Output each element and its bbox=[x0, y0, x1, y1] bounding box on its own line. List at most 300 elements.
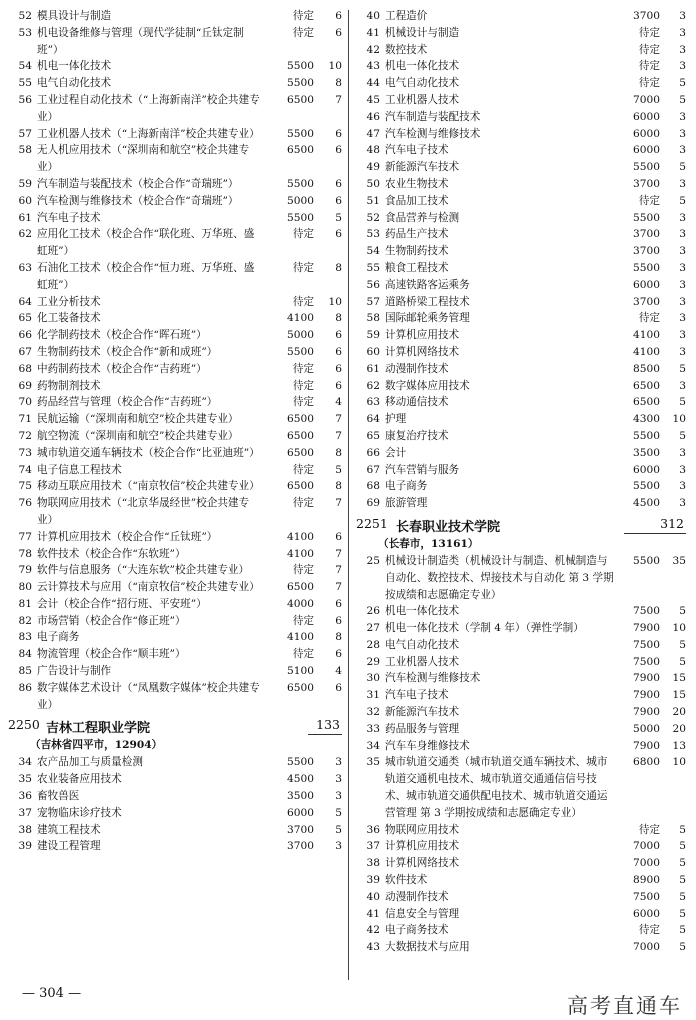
table-row bbox=[356, 738, 686, 755]
enrollment-quota: 3 bbox=[679, 295, 686, 308]
tuition-fee: 待定 bbox=[292, 396, 314, 409]
enrollment-quota: 8 bbox=[335, 77, 342, 90]
school-total: 312 bbox=[660, 515, 684, 531]
tuition-fee: 4500 bbox=[287, 773, 314, 786]
tuition-fee: 5500 bbox=[287, 756, 314, 769]
tuition-fee: 5500 bbox=[287, 127, 314, 140]
table-row bbox=[8, 294, 342, 311]
major-name: 畜牧兽医 bbox=[37, 790, 80, 803]
tuition-fee: 7500 bbox=[633, 605, 660, 618]
major-code: 27 bbox=[366, 622, 380, 635]
tuition-fee: 6500 bbox=[287, 429, 314, 442]
enrollment-quota: 3 bbox=[679, 43, 686, 56]
major-code: 36 bbox=[18, 790, 32, 803]
tuition-fee: 6000 bbox=[287, 806, 314, 819]
enrollment-quota: 6 bbox=[335, 597, 342, 610]
major-name: 物流管理（校企合作“顺丰班”） bbox=[37, 648, 186, 661]
table-row bbox=[356, 126, 686, 143]
tuition-fee: 7900 bbox=[633, 622, 660, 635]
major-name: 电气自动化技术 bbox=[385, 638, 460, 651]
table-row bbox=[356, 210, 686, 227]
major-code: 51 bbox=[366, 194, 380, 207]
enrollment-quota: 7 bbox=[335, 413, 342, 426]
major-code: 34 bbox=[18, 756, 32, 769]
enrollment-quota: 5 bbox=[679, 161, 686, 174]
major-name: 生物制药技术 bbox=[385, 245, 449, 258]
major-code: 80 bbox=[18, 581, 32, 594]
table-row bbox=[8, 8, 342, 25]
enrollment-quota: 5 bbox=[679, 907, 686, 920]
table-row bbox=[8, 771, 342, 788]
table-row bbox=[356, 142, 686, 159]
total-underline bbox=[624, 533, 686, 534]
major-name: 粮食工程技术 bbox=[385, 261, 449, 274]
tuition-fee: 8900 bbox=[633, 874, 660, 887]
table-row bbox=[8, 327, 342, 344]
major-name: 云计算技术与应用（“南京牧信”校企共建专业） bbox=[37, 581, 260, 594]
tuition-fee: 5500 bbox=[633, 429, 660, 442]
tuition-fee: 5500 bbox=[287, 211, 314, 224]
table-row bbox=[356, 670, 686, 687]
major-code: 44 bbox=[366, 77, 380, 90]
major-name: 新能源汽车技术 bbox=[385, 161, 460, 174]
table-row bbox=[356, 478, 686, 495]
tuition-fee: 6500 bbox=[633, 379, 660, 392]
major-name: 电子信息工程技术 bbox=[37, 463, 122, 476]
major-name: 物联网应用技术 bbox=[385, 823, 460, 836]
table-row bbox=[8, 838, 342, 855]
table-row bbox=[356, 922, 686, 939]
enrollment-quota: 8 bbox=[335, 261, 342, 274]
tuition-fee: 5500 bbox=[287, 77, 314, 90]
left-rows-a bbox=[8, 8, 342, 713]
major-name: 应用化工技术（校企合作“联化班、万华班、盛虹班”） bbox=[37, 228, 255, 258]
tuition-fee: 待定 bbox=[292, 362, 314, 375]
major-name: 道路桥梁工程技术 bbox=[385, 295, 470, 308]
tuition-fee: 5500 bbox=[633, 161, 660, 174]
tuition-fee: 5000 bbox=[287, 194, 314, 207]
major-code: 78 bbox=[18, 547, 32, 560]
tuition-fee: 待定 bbox=[292, 228, 314, 241]
table-row bbox=[356, 327, 686, 344]
table-row bbox=[356, 838, 686, 855]
table-row bbox=[8, 478, 342, 495]
major-code: 67 bbox=[366, 463, 380, 476]
tuition-fee: 6800 bbox=[633, 756, 660, 769]
table-row bbox=[356, 939, 686, 956]
school-header bbox=[8, 715, 342, 737]
enrollment-quota: 3 bbox=[679, 379, 686, 392]
tuition-fee: 6000 bbox=[633, 144, 660, 157]
table-row bbox=[8, 822, 342, 839]
major-name: 汽车电子技术 bbox=[37, 211, 101, 224]
table-row bbox=[356, 42, 686, 59]
tuition-fee: 3700 bbox=[287, 840, 314, 853]
enrollment-quota: 3 bbox=[679, 497, 686, 510]
enrollment-quota: 3 bbox=[679, 144, 686, 157]
major-code: 56 bbox=[18, 93, 32, 106]
left-column bbox=[8, 8, 342, 855]
school-code: 2251 bbox=[356, 515, 388, 531]
major-code: 57 bbox=[18, 127, 32, 140]
major-code: 59 bbox=[366, 329, 380, 342]
major-name: 药品生产技术 bbox=[385, 228, 449, 241]
table-row bbox=[8, 310, 342, 327]
major-name: 汽车检测与维修技术 bbox=[385, 127, 481, 140]
tuition-fee: 待定 bbox=[638, 77, 660, 90]
major-name: 汽车营销与服务 bbox=[385, 463, 460, 476]
enrollment-quota: 13 bbox=[672, 739, 686, 752]
table-row bbox=[8, 613, 342, 630]
major-code: 84 bbox=[18, 648, 32, 661]
enrollment-quota: 6 bbox=[335, 362, 342, 375]
major-name: 机电一体化技术 bbox=[385, 605, 460, 618]
major-code: 40 bbox=[366, 10, 380, 22]
major-name: 机电设备维修与管理（现代学徒制“丘钛定制班”） bbox=[37, 26, 244, 56]
major-code: 53 bbox=[366, 228, 380, 241]
major-code: 81 bbox=[18, 597, 32, 610]
major-code: 85 bbox=[18, 665, 32, 678]
enrollment-quota: 10 bbox=[672, 756, 686, 769]
major-code: 43 bbox=[366, 941, 380, 954]
major-code: 68 bbox=[366, 480, 380, 493]
major-code: 37 bbox=[366, 840, 380, 853]
tuition-fee: 待定 bbox=[292, 497, 314, 510]
major-name: 数控技术 bbox=[385, 43, 428, 56]
tuition-fee: 待定 bbox=[292, 26, 314, 39]
table-row bbox=[8, 805, 342, 822]
left-rows-b bbox=[8, 754, 342, 855]
major-name: 会计 bbox=[385, 446, 407, 459]
enrollment-quota: 3 bbox=[679, 345, 686, 358]
major-code: 56 bbox=[366, 278, 380, 291]
table-row bbox=[356, 445, 686, 462]
table-row bbox=[356, 25, 686, 42]
enrollment-quota: 5 bbox=[679, 874, 686, 887]
table-row bbox=[356, 462, 686, 479]
table-row bbox=[8, 126, 342, 143]
major-name: 民航运输（“深圳南和航空”校企共建专业） bbox=[37, 413, 239, 426]
enrollment-quota: 10 bbox=[672, 622, 686, 635]
major-name: 农业生物技术 bbox=[385, 177, 449, 190]
tuition-fee: 3700 bbox=[633, 295, 660, 308]
enrollment-quota: 3 bbox=[679, 480, 686, 493]
major-name: 食品营养与检测 bbox=[385, 211, 460, 224]
tuition-fee: 待定 bbox=[638, 823, 660, 836]
enrollment-quota: 15 bbox=[672, 672, 686, 685]
table-row bbox=[356, 109, 686, 126]
tuition-fee: 5100 bbox=[287, 665, 314, 678]
major-code: 33 bbox=[366, 722, 380, 735]
major-code: 47 bbox=[366, 127, 380, 140]
table-row bbox=[356, 75, 686, 92]
major-code: 75 bbox=[18, 480, 32, 493]
enrollment-quota: 3 bbox=[679, 278, 686, 291]
enrollment-quota: 3 bbox=[679, 26, 686, 39]
major-code: 50 bbox=[366, 177, 380, 190]
major-code: 54 bbox=[18, 60, 32, 73]
table-row bbox=[8, 344, 342, 361]
major-name: 汽车检测与维修技术 bbox=[385, 672, 481, 685]
enrollment-quota: 4 bbox=[335, 665, 342, 678]
table-row bbox=[356, 754, 686, 821]
major-code: 74 bbox=[18, 463, 32, 476]
major-name: 药品经营与管理（校企合作“吉药班”） bbox=[37, 396, 218, 409]
major-name: 机械设计制造类（机械设计与制造、机械制造与自动化、数控技术、焊接技术与自动化 第 3 学期按成绩和志愿确定专业） bbox=[385, 554, 614, 601]
tuition-fee: 4100 bbox=[633, 329, 660, 342]
enrollment-quota: 3 bbox=[679, 228, 686, 241]
table-row bbox=[356, 159, 686, 176]
major-name: 物联网应用技术（“北京华晟经世”校企共建专业） bbox=[37, 497, 250, 526]
tuition-fee: 待定 bbox=[292, 261, 314, 274]
tuition-fee: 5000 bbox=[633, 722, 660, 735]
tuition-fee: 5000 bbox=[287, 329, 314, 342]
enrollment-quota: 3 bbox=[679, 329, 686, 342]
table-row bbox=[8, 226, 342, 260]
table-row bbox=[356, 495, 686, 512]
major-code: 39 bbox=[18, 840, 32, 853]
major-name: 建设工程管理 bbox=[37, 840, 101, 853]
tuition-fee: 6500 bbox=[287, 480, 314, 493]
enrollment-quota: 3 bbox=[679, 261, 686, 274]
major-code: 65 bbox=[366, 429, 380, 442]
enrollment-quota: 6 bbox=[335, 681, 342, 694]
tuition-fee: 7500 bbox=[633, 890, 660, 903]
table-row bbox=[356, 822, 686, 839]
enrollment-quota: 3 bbox=[679, 177, 686, 190]
major-name: 护理 bbox=[385, 413, 407, 426]
table-row bbox=[8, 361, 342, 378]
tuition-fee: 4100 bbox=[633, 345, 660, 358]
major-code: 52 bbox=[18, 10, 32, 22]
enrollment-quota: 3 bbox=[679, 446, 686, 459]
table-row bbox=[8, 663, 342, 680]
school-total: 133 bbox=[316, 717, 340, 733]
watermark: 高考直通车 bbox=[567, 994, 682, 1018]
enrollment-quota: 4 bbox=[335, 396, 342, 409]
tuition-fee: 4300 bbox=[633, 413, 660, 426]
major-code: 71 bbox=[18, 413, 32, 426]
major-name: 信息安全与管理 bbox=[385, 907, 460, 920]
enrollment-quota: 3 bbox=[679, 127, 686, 140]
table-row bbox=[8, 58, 342, 75]
major-code: 77 bbox=[18, 530, 32, 543]
enrollment-quota: 20 bbox=[672, 722, 686, 735]
major-code: 62 bbox=[366, 379, 380, 392]
major-name: 农业装备应用技术 bbox=[37, 773, 122, 786]
tuition-fee: 待定 bbox=[638, 194, 660, 207]
table-row bbox=[8, 788, 342, 805]
major-name: 汽车车身维修技术 bbox=[385, 739, 470, 752]
right-column bbox=[356, 8, 686, 956]
tuition-fee: 6500 bbox=[287, 93, 314, 106]
major-code: 55 bbox=[18, 77, 32, 90]
table-row bbox=[356, 637, 686, 654]
major-code: 28 bbox=[366, 638, 380, 651]
major-name: 旅游管理 bbox=[385, 497, 428, 510]
enrollment-quota: 3 bbox=[679, 312, 686, 325]
major-name: 国际邮轮乘务管理 bbox=[385, 312, 470, 325]
enrollment-quota: 5 bbox=[679, 890, 686, 903]
major-code: 36 bbox=[366, 823, 380, 836]
table-row bbox=[8, 193, 342, 210]
enrollment-quota: 5 bbox=[679, 396, 686, 409]
tuition-fee: 4100 bbox=[287, 312, 314, 325]
major-name: 电气自动化技术 bbox=[37, 77, 112, 90]
major-name: 大数据技术与应用 bbox=[385, 941, 470, 954]
enrollment-quota: 5 bbox=[335, 823, 342, 836]
table-row bbox=[8, 462, 342, 479]
table-row bbox=[356, 428, 686, 445]
major-code: 40 bbox=[366, 890, 380, 903]
enrollment-quota: 3 bbox=[679, 245, 686, 258]
major-name: 石油化工技术（校企合作“恒力班、万华班、盛虹班”） bbox=[37, 261, 255, 291]
major-code: 61 bbox=[366, 362, 380, 375]
major-code: 35 bbox=[18, 773, 32, 786]
tuition-fee: 3700 bbox=[287, 823, 314, 836]
major-code: 65 bbox=[18, 312, 32, 325]
major-name: 机械设计与制造 bbox=[385, 26, 460, 39]
table-row bbox=[8, 646, 342, 663]
major-code: 60 bbox=[18, 194, 32, 207]
table-row bbox=[8, 562, 342, 579]
enrollment-quota: 6 bbox=[335, 648, 342, 661]
school-name: 吉林工程职业学院 bbox=[46, 721, 151, 737]
enrollment-quota: 3 bbox=[679, 10, 686, 22]
major-name: 工业分析技术 bbox=[37, 295, 101, 308]
tuition-fee: 6500 bbox=[287, 413, 314, 426]
table-row bbox=[356, 310, 686, 327]
tuition-fee: 6500 bbox=[633, 396, 660, 409]
right-rows-b bbox=[356, 553, 686, 956]
major-name: 生物制药技术（校企合作“新和成班”） bbox=[37, 345, 218, 358]
tuition-fee: 6500 bbox=[287, 144, 314, 157]
major-code: 66 bbox=[18, 329, 32, 342]
tuition-fee: 7000 bbox=[633, 840, 660, 853]
table-row bbox=[356, 260, 686, 277]
major-code: 64 bbox=[18, 295, 32, 308]
major-name: 建筑工程技术 bbox=[37, 823, 101, 836]
enrollment-quota: 5 bbox=[679, 194, 686, 207]
table-row bbox=[356, 193, 686, 210]
table-row bbox=[356, 603, 686, 620]
table-row bbox=[356, 855, 686, 872]
major-name: 化学制药技术（校企合作“晖石班”） bbox=[37, 329, 207, 342]
table-row bbox=[8, 495, 342, 529]
enrollment-quota: 5 bbox=[335, 211, 342, 224]
major-code: 83 bbox=[18, 631, 32, 644]
major-name: 机电一体化技术（学制 4 年）（弹性学制） bbox=[385, 622, 584, 635]
major-code: 57 bbox=[366, 295, 380, 308]
tuition-fee: 待定 bbox=[638, 924, 660, 937]
major-code: 76 bbox=[18, 497, 32, 510]
major-name: 数字媒体应用技术 bbox=[385, 379, 470, 392]
tuition-fee: 7000 bbox=[633, 941, 660, 954]
major-code: 31 bbox=[366, 689, 380, 702]
tuition-fee: 6000 bbox=[633, 110, 660, 123]
table-row bbox=[356, 553, 686, 603]
major-code: 42 bbox=[366, 43, 380, 56]
tuition-fee: 待定 bbox=[292, 648, 314, 661]
major-code: 58 bbox=[18, 144, 32, 157]
major-name: 软件技术 bbox=[385, 874, 428, 887]
tuition-fee: 8500 bbox=[633, 362, 660, 375]
major-name: 会计（校企合作“招行班、平安班”） bbox=[37, 597, 207, 610]
enrollment-quota: 20 bbox=[672, 706, 686, 719]
table-row bbox=[356, 687, 686, 704]
school-header bbox=[356, 514, 686, 536]
major-name: 化工装备技术 bbox=[37, 312, 101, 325]
table-row bbox=[356, 176, 686, 193]
major-code: 43 bbox=[366, 60, 380, 73]
major-name: 计算机应用技术 bbox=[385, 329, 460, 342]
tuition-fee: 待定 bbox=[292, 564, 314, 577]
table-row bbox=[8, 445, 342, 462]
major-name: 计算机应用技术 bbox=[385, 840, 460, 853]
major-code: 60 bbox=[366, 345, 380, 358]
major-code: 63 bbox=[366, 396, 380, 409]
table-row bbox=[356, 92, 686, 109]
tuition-fee: 7900 bbox=[633, 689, 660, 702]
tuition-fee: 7000 bbox=[633, 93, 660, 106]
tuition-fee: 5500 bbox=[633, 554, 660, 567]
major-code: 69 bbox=[18, 379, 32, 392]
school-location: （吉林省四平市，12904） bbox=[30, 739, 163, 752]
major-code: 35 bbox=[366, 756, 380, 769]
major-name: 计算机网络技术 bbox=[385, 857, 460, 870]
major-code: 59 bbox=[18, 177, 32, 190]
tuition-fee: 7500 bbox=[633, 638, 660, 651]
major-code: 39 bbox=[366, 874, 380, 887]
tuition-fee: 3700 bbox=[633, 245, 660, 258]
tuition-fee: 待定 bbox=[292, 379, 314, 392]
major-name: 机电一体化技术 bbox=[37, 60, 112, 73]
enrollment-quota: 5 bbox=[679, 655, 686, 668]
major-name: 移动通信技术 bbox=[385, 396, 449, 409]
tuition-fee: 6000 bbox=[633, 127, 660, 140]
major-code: 45 bbox=[366, 93, 380, 106]
table-row bbox=[8, 529, 342, 546]
table-row bbox=[356, 906, 686, 923]
major-name: 电子商务 bbox=[37, 631, 80, 644]
table-row bbox=[356, 394, 686, 411]
table-row bbox=[356, 226, 686, 243]
table-row bbox=[8, 546, 342, 563]
major-code: 30 bbox=[366, 672, 380, 685]
enrollment-quota: 6 bbox=[335, 345, 342, 358]
major-code: 37 bbox=[18, 806, 32, 819]
table-row bbox=[8, 596, 342, 613]
enrollment-quota: 6 bbox=[335, 127, 342, 140]
enrollment-quota: 7 bbox=[335, 93, 342, 106]
enrollment-quota: 6 bbox=[335, 228, 342, 241]
major-name: 工业机器人技术（“上海新南洋”校企共建专业） bbox=[37, 127, 260, 140]
tuition-fee: 6000 bbox=[633, 463, 660, 476]
tuition-fee: 6500 bbox=[287, 681, 314, 694]
table-row bbox=[8, 411, 342, 428]
table-row bbox=[8, 210, 342, 227]
major-code: 63 bbox=[18, 261, 32, 274]
enrollment-quota: 7 bbox=[335, 581, 342, 594]
table-row bbox=[356, 620, 686, 637]
enrollment-quota: 3 bbox=[679, 211, 686, 224]
enrollment-quota: 6 bbox=[335, 614, 342, 627]
tuition-fee: 7900 bbox=[633, 672, 660, 685]
table-row bbox=[356, 58, 686, 75]
table-row bbox=[356, 361, 686, 378]
table-row bbox=[8, 428, 342, 445]
major-name: 动漫制作技术 bbox=[385, 362, 449, 375]
